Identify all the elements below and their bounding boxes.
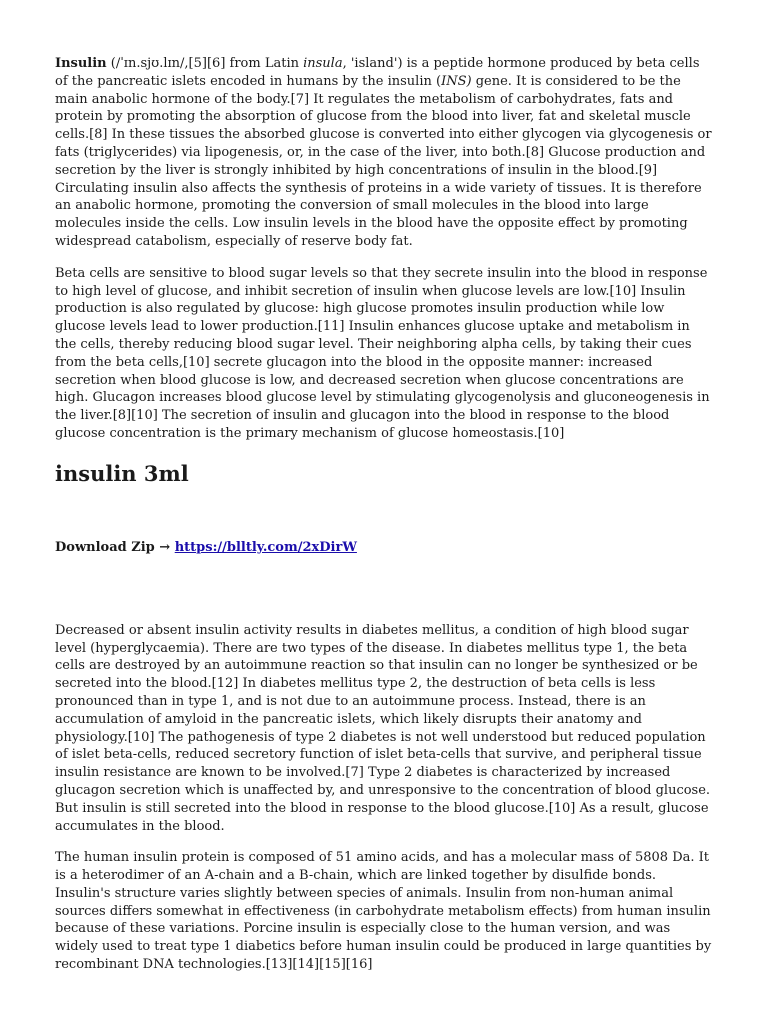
lower-section <box>55 622 715 974</box>
intro-rest-text: gene. It is considered to be the main anabolic hormone of the body.[7] It regulates the metabolism of carbohydrates, fats and protein by promoting the absorption of glucose from the blood into liver, fat and skeletal muscle cells.[8] In these tissues the absorbed glucose is converted into either glycogen via glycogenesis or fats (triglycerides) via lipogenesis, or, in the case of the liver, into both.[8] Glucose production and secretion by the liver is strongly inhibited by high concentrations of insulin in the blood.[9] Circulating insulin also affects the synthesis of proteins in a wide variety of tissues. It is therefore an anabolic hormone, promoting the conversion of small molecules in the blood into large molecules inside the cells. Low insulin levels in the blood have the opposite effect by promoting widespread catabolism, especially of reserve body fat. <box>55 73 712 249</box>
latin-word: insula <box>303 56 343 71</box>
download-line <box>55 539 715 557</box>
download-link[interactable]: https://blltly.com/2xDirW <box>174 539 357 555</box>
paragraph-beta-cells: Beta cells are sensitive to blood sugar levels so that they secrete insulin into the blood in response to high level of glucose, and inhibit secretion of insulin when glucose levels are low.[10] Insulin production is also regulated by glucose: high glucose promotes insulin production while low glucose levels lead to lower production.[11] Insulin enhances glucose uptake and metabolism in the cells, thereby reducing blood sugar level. Their neighboring alpha cells, by taking their cues from the beta cells,[10] secrete glucagon into the blood in the opposite manner: increased secretion when blood glucose is low, and decreased secretion when glucose concentrations are high. Glucagon increases blood glucose level by stimulating glycogenolysis and gluconeogenesis in the liver.[8][10] The secretion of insulin and glucagon into the blood in response to the blood glucose concentration is the primary mechanism of glucose homeostasis.[10] <box>55 265 710 441</box>
paragraph-structure: The human insulin protein is composed of 51 amino acids, and has a molecular mass of 5808 Da. It is a heterodimer of an A-chain and a B-chain, which are linked together by disulfide bonds. Insulin's structure varies slightly between species of animals. Insulin from non-human animal sources differs somewhat in effectiveness (in carbohydrate metabolism effects) from human insulin because of these variations. Porcine insulin is especially close to the human version, and was widely used to treat type 1 diabetics before human insulin could be produced in large quantities by recombinant DNA technologies.[13][14][15][16] <box>55 850 712 973</box>
pronunciation-text: (/ˈɪn.sjʊ.lɪn/,[5][6] from Latin <box>106 56 304 71</box>
etymology-text: , 'island') is a peptide hormone produced by beta cells of the pancreatic islets encoded in humans by the insulin ( <box>55 56 700 89</box>
gene-name: INS) <box>441 73 472 89</box>
paragraph-diabetes: Decreased or absent insulin activity results in diabetes mellitus, a condition of high blood sugar level (hyperglycaemia). There are two types of the disease. In diabetes mellitus type 1, the beta cells are destroyed by an autoimmune reaction so that insulin can no longer be synthesized or be secreted into the blood.[12] In diabetes mellitus type 2, the destruction of beta cells is less pronounced than in type 1, and is not due to an autoimmune process. Instead, there is an accumulation of amyloid in the pancreatic islets, which likely disrupts their anatomy and physiology.[10] The pathogenesis of type 2 diabetes is not well understood but reduced population of islet beta-cells, reduced secretory function of islet beta-cells that survive, and peripheral tissue insulin resistance are known to be involved.[7] Type 2 diabetes is characterized by increased glucagon secretion which is unaffected by, and unresponsive to the concentration of blood glucose. But insulin is still secreted into the blood in response to the blood glucose.[10] As a result, glucose accumulates in the blood. <box>55 622 711 834</box>
page-heading: insulin 3ml <box>55 460 189 486</box>
intro-paragraph <box>55 55 715 251</box>
download-label: Download Zip → <box>55 539 175 555</box>
term-bold: Insulin <box>55 56 107 71</box>
